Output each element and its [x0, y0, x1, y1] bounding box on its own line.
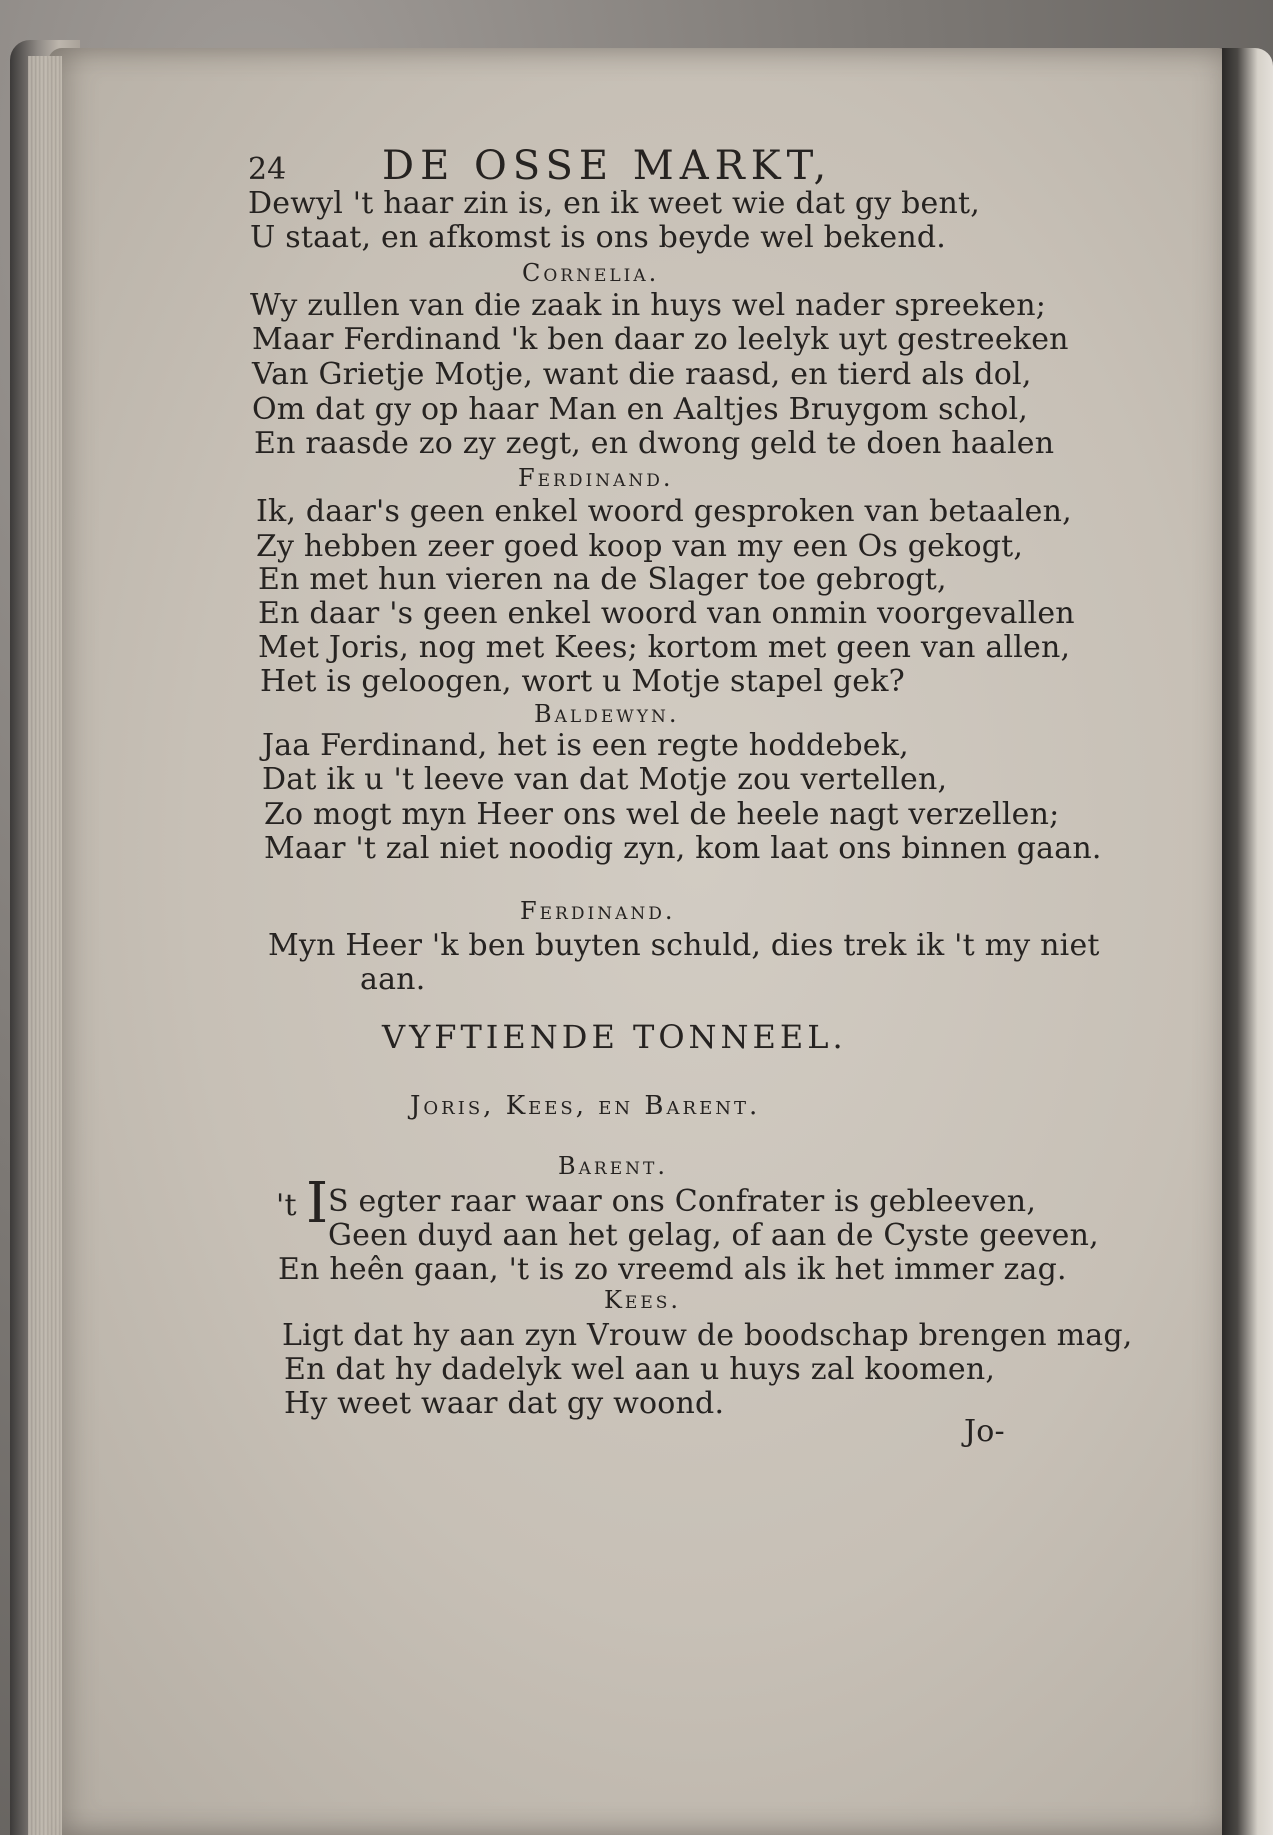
- speaker-ferdinand: Ferdinand.: [518, 464, 674, 492]
- speaker-cornelia: Cornelia.: [522, 259, 660, 287]
- verse-line: Zo mogt myn Heer ons wel de heele nagt verzellen;: [264, 797, 1060, 832]
- verse-line: S egter raar waar ons Confrater is gebleeven,: [328, 1184, 1037, 1219]
- speaker-kees: Kees.: [604, 1286, 682, 1314]
- verse-line: En dat hy dadelyk wel aan u huys zal koomen,: [284, 1352, 996, 1387]
- verse-line: En met hun vieren na de Slager toe gebrogt,: [258, 562, 947, 597]
- speaker-ferdinand: Ferdinand.: [520, 897, 676, 925]
- verse-line: Ik, daar's geen enkel woord gesproken van betaalen,: [256, 494, 1072, 529]
- page-number: 24: [248, 152, 287, 187]
- drop-capital: I: [306, 1171, 329, 1236]
- verse-line: En heên gaan, 't is zo vreemd als ik het immer zag.: [278, 1252, 1067, 1287]
- verse-line: Het is geloogen, wort u Motje stapel gek?: [260, 664, 905, 699]
- facing-page-edge: [1222, 48, 1273, 1835]
- speaker-barent: Barent.: [558, 1152, 668, 1180]
- verse-line-continuation: aan.: [360, 962, 426, 997]
- verse-line: Dat ik u 't leeve van dat Motje zou vertellen,: [262, 762, 948, 797]
- speaker-baldewyn: Baldewyn.: [534, 700, 680, 728]
- verse-line: Myn Heer 'k ben buyten schuld, dies trek ik 't my niet: [268, 928, 1100, 963]
- verse-line: Zy hebben zeer goed koop van my een Os gekogt,: [256, 529, 1024, 564]
- verse-line: Jaa Ferdinand, het is een regte hoddebek,: [262, 728, 909, 763]
- verse-line: Om dat gy op haar Man en Aaltjes Bruygom schol,: [252, 392, 1028, 427]
- verse-line: Dewyl 't haar zin is, en ik weet wie dat gy bent,: [248, 186, 980, 221]
- page-stack-edge: [28, 56, 62, 1835]
- verse-line: Van Grietje Motje, want die raasd, en tierd als dol,: [252, 357, 1032, 392]
- verse-line: En raasde zo zy zegt, en dwong geld te doen haalen: [254, 426, 1055, 461]
- verse-line: Geen duyd aan het gelag, of aan de Cyste geeven,: [328, 1218, 1099, 1253]
- verse-line: Hy weet waar dat gy woond.: [284, 1386, 725, 1421]
- running-title: DE OSSE MARKT,: [382, 143, 833, 189]
- catchword: Jo-: [964, 1414, 1005, 1449]
- verse-line: U staat, en afkomst is ons beyde wel bekend.: [250, 220, 947, 255]
- verse-line: En daar 's geen enkel woord van onmin voorgevallen: [258, 596, 1075, 631]
- verse-line: Maar Ferdinand 'k ben daar zo leelyk uyt gestreeken: [252, 322, 1069, 357]
- verse-prefix: 't: [276, 1188, 297, 1223]
- scene-cast: Joris, Kees, en Barent.: [410, 1091, 761, 1121]
- scene-title: VYFTIENDE TONNEEL.: [382, 1018, 847, 1056]
- verse-line: Wy zullen van die zaak in huys wel nader spreeken;: [250, 288, 1047, 323]
- verse-line: Ligt dat hy aan zyn Vrouw de boodschap brengen mag,: [282, 1318, 1133, 1353]
- verse-line: Maar 't zal niet noodig zyn, kom laat ons binnen gaan.: [264, 831, 1102, 866]
- verse-line: Met Joris, nog met Kees; kortom met geen van allen,: [258, 630, 1071, 665]
